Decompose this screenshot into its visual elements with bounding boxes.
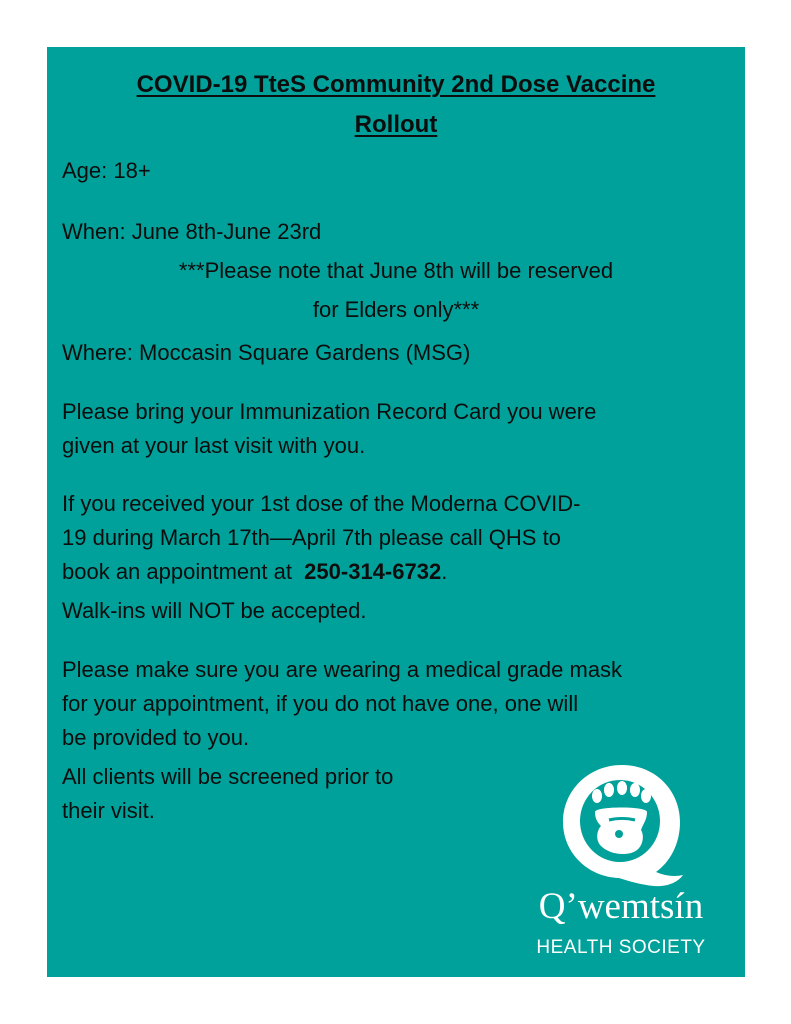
elders-note-line-1: ***Please note that June 8th will be reserved — [178, 258, 614, 283]
mask-line-1: Please make sure you are wearing a medical grade mask — [62, 657, 623, 682]
age-requirement: Age: 18+ — [62, 158, 151, 183]
appointment-text: book an appointment at — [62, 559, 305, 584]
q-bear-paw-logo-icon — [557, 760, 687, 888]
moderna-dose-line-2: 19 during March 17th—April 7th please call QHS to — [62, 525, 561, 550]
bring-card-line-2: given at your last visit with you. — [62, 433, 366, 458]
notice-title-line-2: Rollout — [354, 111, 438, 138]
brand-name: Q’wemtsín — [538, 886, 704, 927]
appointment-period: . — [441, 559, 448, 584]
when-dates: When: June 8th-June 23rd — [62, 219, 322, 244]
walk-ins-notice: Walk-ins will NOT be accepted. — [62, 598, 367, 623]
moderna-dose-line-3 — [62, 556, 447, 588]
mask-line-2: for your appointment, if you do not have one, one will — [62, 691, 579, 716]
notice-title-line-1: COVID-19 TteS Community 2nd Dose Vaccine — [136, 71, 656, 98]
brand-subtitle: HEALTH SOCIETY — [536, 937, 706, 958]
phone-number[interactable]: 250-314-6732 — [304, 559, 442, 584]
bring-card-line-1: Please bring your Immunization Record Card you were — [62, 399, 597, 424]
where-location: Where: Moccasin Square Gardens (MSG) — [62, 340, 471, 365]
moderna-dose-line-1: If you received your 1st dose of the Moderna COVID- — [62, 491, 581, 516]
vaccine-notice-card — [47, 47, 745, 977]
screening-line-1: All clients will be screened prior to — [62, 764, 394, 789]
mask-line-3: be provided to you. — [62, 725, 250, 750]
elders-note-line-2: for Elders only*** — [312, 297, 480, 322]
screening-line-2: their visit. — [62, 798, 155, 823]
